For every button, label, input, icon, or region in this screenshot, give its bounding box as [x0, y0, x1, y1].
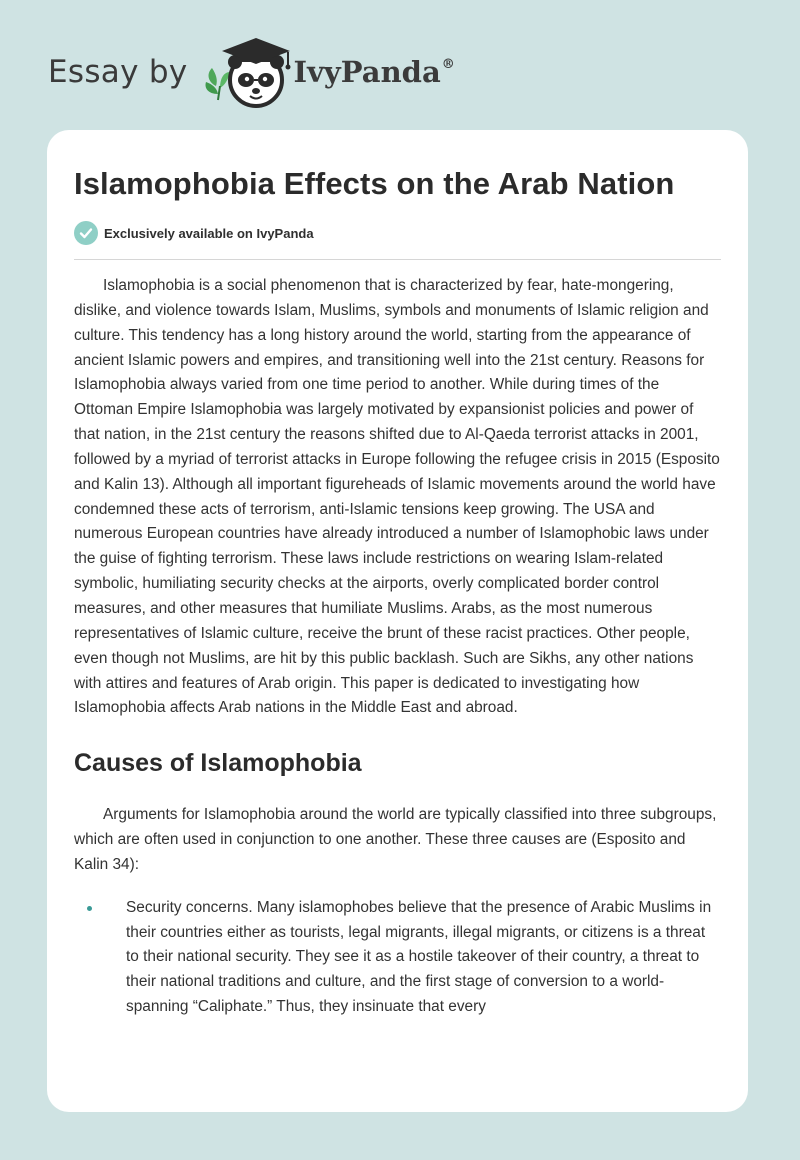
- exclusive-badge: [74, 221, 721, 245]
- exclusive-badge-label: Exclusively available on IvyPanda: [104, 225, 314, 241]
- ivypanda-wordmark[interactable]: IvyPanda®: [293, 55, 455, 89]
- check-circle-icon: [74, 221, 98, 245]
- section-heading: Causes of Islamophobia: [74, 749, 362, 778]
- section-paragraph: Arguments for Islamophobia around the world are typically classified into three subgroups, which are often used in conjunction to one another. These three causes are (Esposito and Kalin 34):: [74, 806, 717, 873]
- page-title: Islamophobia Effects on the Arab Nation: [74, 166, 675, 201]
- list-item-text: Security concerns. Many islamophobes believe that the presence of Arabic Muslims in their countries either as tourists, legal migrants, illegal migrants, or citizens is a threat to their national security. They see it as a hostile takeover of their country, a threat to their national traditions and culture, and the first stage of conversion to a world-spanning “Caliphate.” Thus, they insinuate that every: [126, 898, 712, 1016]
- intro-paragraph: Islamophobia is a social phenomenon that is characterized by fear, hate-mongering, dislike, and violence towards Islam, Muslims, symbols and monuments of Islamic religion and culture. This tendency has a long history around the world, starting from the appearance of ancient Islamic powers and empires, and transitioning well into the 21st century. Reasons for Islamophobia always varied from one time period to another. While during times of the Ottoman Empire Islamophobia was largely motivated by expansionist policies and power of that nation, in the 21st century the reasons shifted due to Al-Qaeda terrorist attacks in 2001, followed by a myriad of terrorist attacks in Europe following the refugee crisis in 2015 (Esposito and Kalin 13). Although all important figureheads of Islamic movements around the world have condemned these acts of terrorism, anti-Islamic tensions keep growing. The USA and numerous European countries have already introduced a number of Islamophobic laws under the guise of fighting terrorism. These laws include restrictions on wearing Islam-related symbolic, humiliating security checks at the airports, overly complicated border control measures, and other measures that humiliate Muslims. Arabs, as the most numerous representatives of Islamic culture, receive the brunt of these racist practices. Other people, even though not Muslims, are hit by this public backlash. Such are Sikhs, any other nations with attires and features of Arab origin. This paper is dedicated to investigating how Islamophobia affects Arab nations in the Middle East and abroad.: [74, 277, 720, 717]
- list-item: [74, 896, 721, 1020]
- divider: [74, 259, 721, 260]
- bullet-dot-icon: [87, 906, 92, 911]
- panda-graduate-icon: [204, 34, 294, 110]
- essay-card: [47, 130, 748, 1112]
- essay-by-label: Essay by: [48, 54, 188, 90]
- site-header: [48, 34, 455, 110]
- causes-list: [74, 896, 721, 1020]
